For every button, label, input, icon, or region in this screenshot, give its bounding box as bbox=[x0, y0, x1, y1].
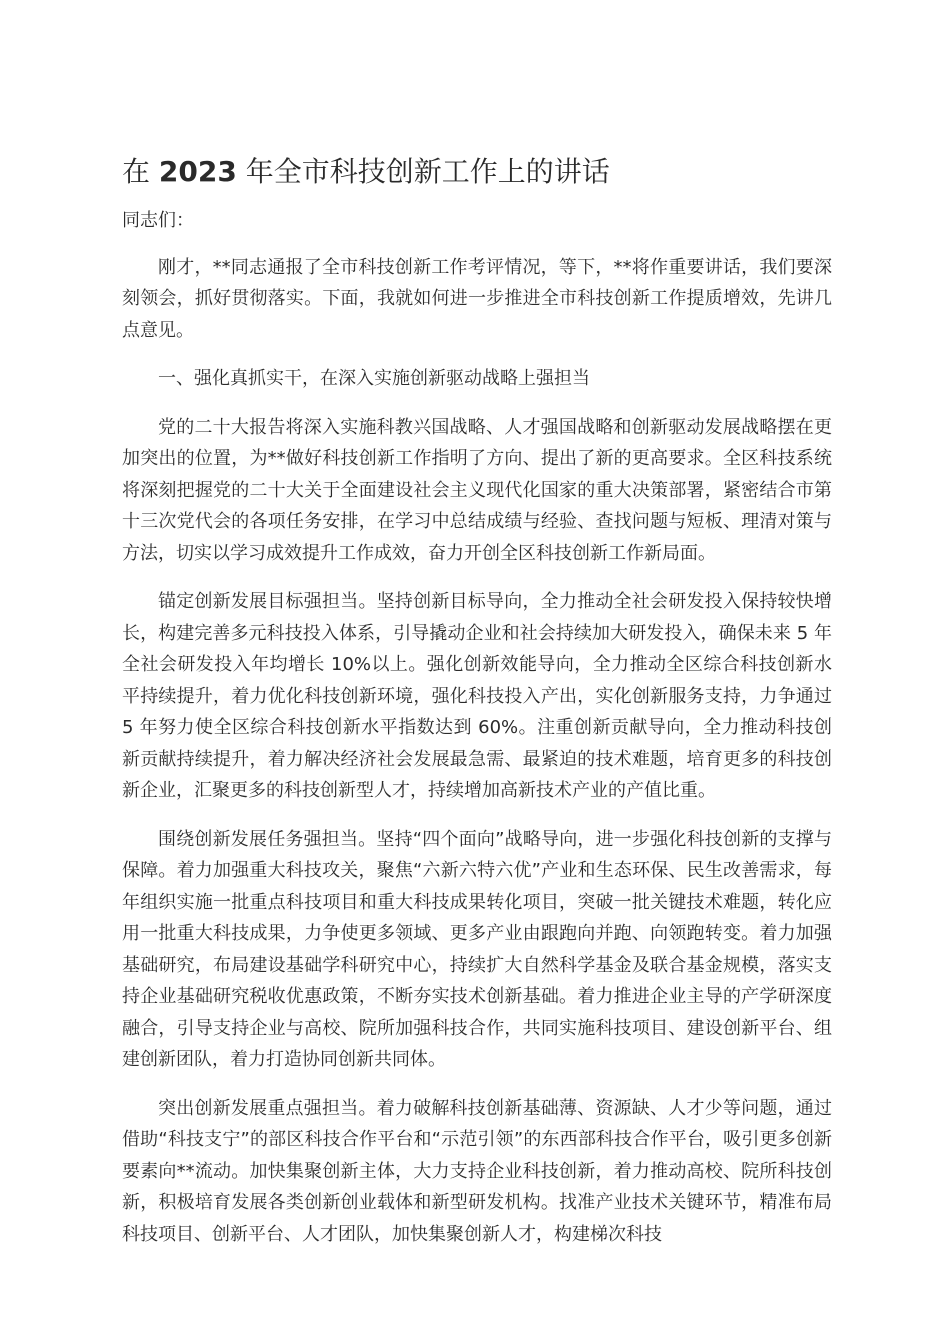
title-suffix: 年全市科技创新工作上的讲话 bbox=[236, 155, 610, 188]
paragraph: 突出创新发展重点强担当。着力破解科技创新基础薄、资源缺、人才少等问题，通过借助“科技支宁”的部区科技合作平台和“示范引领”的东西部科技合作平台，吸引更多创新要素向**流动。加快集聚创新主体，大力支持企业科技创新，着力推动高校、院所科技创新，积极培育发展各类创新创业载体和新型研发机构。找准产业技术关键环节，精准布局科技项目、创新平台、人才团队，加快集聚创新人才，构建梯次科技 bbox=[122, 1097, 832, 1245]
document-body bbox=[122, 205, 832, 1267]
paragraph: 围绕创新发展任务强担当。坚持“四个面向”战略导向，进一步强化科技创新的支撑与保障。着力加强重大科技攻关，聚焦“六新六特六优”产业和生态环保、民生改善需求，每年组织实施一批重点科技项目和重大科技成果转化项目，突破一批关键技术难题，转化应用一批重大科技成果，力争使更多领域、更多产业由跟跑向并跑、向领跑转变。着力加强基础研究，布局建设基础学科研究中心，持续扩大自然科学基金及联合基金规模，落实支持企业基础研究税收优惠政策，不断夯实技术创新基础。着力推进企业主导的产学研深度融合，引导支持企业与高校、院所加强科技合作，共同实施科技项目、建设创新平台、组建创新团队，着力打造协同创新共同体。 bbox=[122, 828, 832, 1070]
section-heading: 一、强化真抓实干，在深入实施创新驱动战略上强担当 bbox=[158, 368, 590, 389]
paragraph-intro: 刚才，**同志通报了全市科技创新工作考评情况，等下，**将作重要讲话，我们要深刻领会，抓好贯彻落实。下面，我就如何进一步推进全市科技创新工作提质增效，先讲几点意见。 bbox=[122, 256, 832, 341]
title-year: 2023 bbox=[158, 155, 237, 188]
paragraph: 党的二十大报告将深入实施科教兴国战略、人才强国战略和创新驱动发展战略摆在更加突出的位置，为**做好科技创新工作指明了方向、提出了新的更高要求。全区科技系统将深刻把握党的二十大关于全面建设社会主义现代化国家的重大决策部署，紧密结合市第十三次党代会的各项任务安排，在学习中总结成绩与经验、查找问题与短板、理清对策与方法，切实以学习成效提升工作成效，奋力开创全区科技创新工作新局面。 bbox=[122, 416, 832, 564]
salutation: 同志们： bbox=[122, 210, 194, 231]
paragraph: 锚定创新发展目标强担当。坚持创新目标导向，全力推动全社会研发投入保持较快增长，构建完善多元科技投入体系，引导撬动企业和社会持续加大研发投入，确保未来 5 年全社会研发投入年均增长 10%以上。强化创新效能导向，全力推动全区综合科技创新水平持续提升，着力优化科技创新环境，强化科技投入产出，实化创新服务支持，力争通过 5 年努力使全区综合科技创新水平指数达到 60%。注重创新贡献导向，全力推动科技创新贡献持续提升，着力解决经济社会发展最急需、最紧迫的技术难题，培育更多的科技创新企业，汇聚更多的科技创新型人才，持续增加高新技术产业的产值比重。 bbox=[122, 591, 832, 801]
title-prefix: 在 bbox=[122, 155, 159, 188]
document-title bbox=[122, 150, 842, 194]
